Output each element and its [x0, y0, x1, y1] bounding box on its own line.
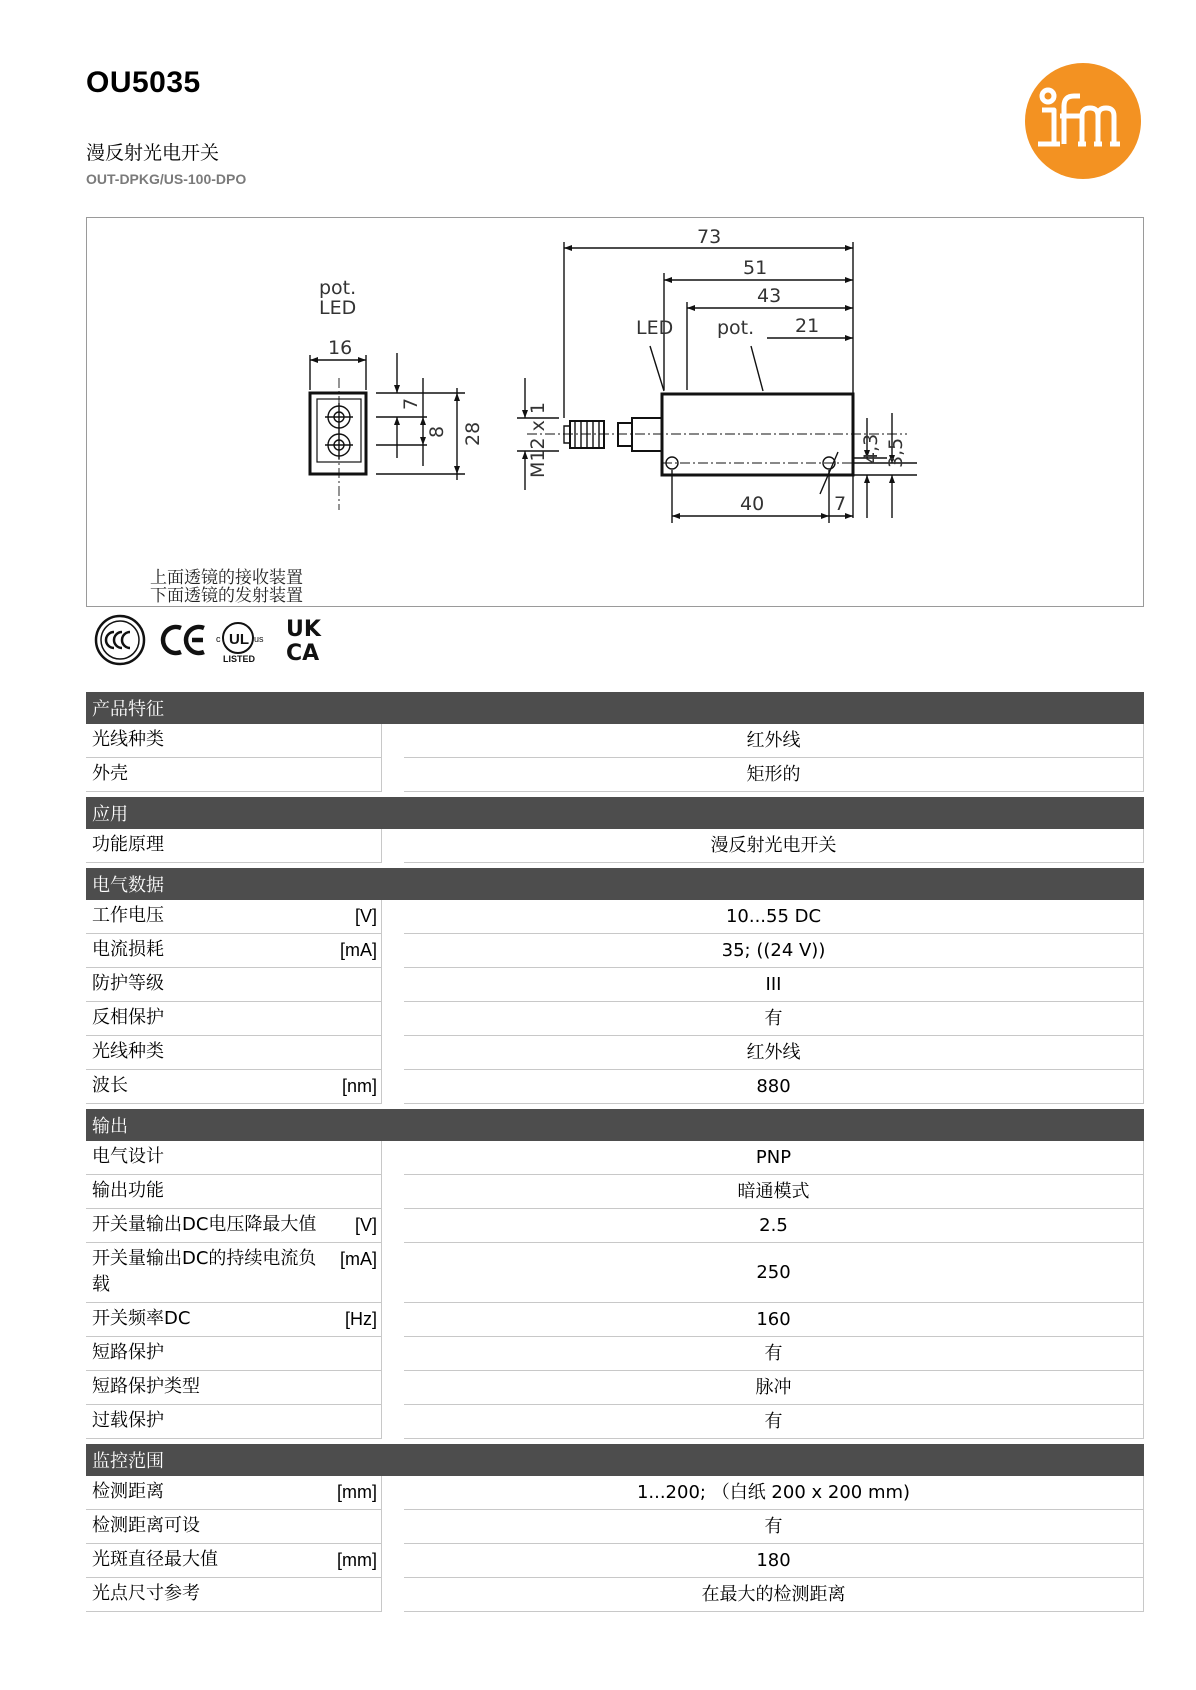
- product-title: OU5035: [86, 66, 201, 99]
- spec-label: 短路保护: [92, 1342, 164, 1363]
- spec-row: [86, 1002, 1144, 1036]
- spec-value: 有: [404, 1002, 1144, 1036]
- spec-label-cell: [86, 1070, 382, 1104]
- spec-label-cell: [86, 1405, 382, 1439]
- spec-label: 电气设计: [92, 1146, 164, 1167]
- dim-m12x1: M12 x 1: [527, 402, 549, 478]
- spec-value: 35; ((24 V)): [404, 934, 1144, 968]
- spec-row: [86, 829, 1144, 863]
- spec-label-cell: [86, 1175, 382, 1209]
- section-title: 应用: [86, 797, 1144, 829]
- spec-row: [86, 1036, 1144, 1070]
- spec-value: 2.5: [404, 1209, 1144, 1243]
- spec-row: [86, 1141, 1144, 1175]
- section-title: 输出: [86, 1109, 1144, 1141]
- spec-gap: [382, 934, 404, 968]
- spec-label: 开关量输出DC电压降最大值: [92, 1214, 317, 1235]
- spec-unit: [V]: [354, 1215, 377, 1235]
- spec-label-cell: [86, 758, 382, 792]
- dim-8: 8: [426, 425, 448, 438]
- spec-value: 暗通模式: [404, 1175, 1144, 1209]
- spec-row: [86, 1070, 1144, 1104]
- svg-text:us: us: [254, 634, 264, 644]
- product-code: OUT-DPKG/US-100-DPO: [86, 171, 247, 187]
- spec-gap: [382, 1303, 404, 1337]
- spec-value: 矩形的: [404, 758, 1144, 792]
- spec-value: 250: [404, 1243, 1144, 1303]
- spec-row: [86, 1371, 1144, 1405]
- dim-7-side: 7: [834, 493, 847, 515]
- spec-row: [86, 1510, 1144, 1544]
- spec-label: 反相保护: [92, 1007, 164, 1028]
- spec-label: 波长: [92, 1075, 128, 1096]
- front-pot-label: pot.: [319, 277, 357, 299]
- spec-label: 光斑直径最大值: [92, 1549, 218, 1570]
- svg-text:LISTED: LISTED: [223, 654, 256, 664]
- spec-row: [86, 1405, 1144, 1439]
- spec-value: 10...55 DC: [404, 900, 1144, 934]
- spec-row: [86, 1337, 1144, 1371]
- dim-7-front: 7: [400, 397, 422, 410]
- spec-label-cell: [86, 1476, 382, 1510]
- svg-text:UL: UL: [229, 631, 249, 648]
- dim-16: 16: [328, 337, 353, 359]
- dim-3-5: 3,5: [885, 437, 907, 468]
- spec-gap: [382, 1002, 404, 1036]
- spec-gap: [382, 758, 404, 792]
- spec-row: [86, 724, 1144, 758]
- spec-unit: [Hz]: [344, 1309, 377, 1329]
- section-title: 产品特征: [86, 692, 1144, 724]
- spec-label-cell: [86, 1303, 382, 1337]
- spec-value: 160: [404, 1303, 1144, 1337]
- spec-gap: [382, 1209, 404, 1243]
- side-led-label: LED: [636, 317, 674, 339]
- svg-text:CA: CA: [286, 641, 320, 666]
- spec-label: 电流损耗: [92, 939, 164, 960]
- spec-gap: [382, 1141, 404, 1175]
- spec-gap: [382, 1036, 404, 1070]
- product-subtitle: 漫反射光电开关: [86, 142, 220, 164]
- spec-gap: [382, 724, 404, 758]
- ifm-logo: [1024, 62, 1142, 180]
- spec-value: 180: [404, 1544, 1144, 1578]
- ukca-mark-icon: [286, 617, 322, 666]
- spec-label: 开关频率DC: [92, 1308, 191, 1329]
- spec-value: 在最大的检测距离: [404, 1578, 1144, 1612]
- spec-label-cell: [86, 1544, 382, 1578]
- spec-gap: [382, 1578, 404, 1612]
- spec-value: 有: [404, 1510, 1144, 1544]
- spec-label-cell: [86, 1036, 382, 1070]
- spec-gap: [382, 1337, 404, 1371]
- spec-row: [86, 1209, 1144, 1243]
- spec-label: 输出功能: [92, 1180, 164, 1201]
- spec-unit: [mm]: [337, 1482, 377, 1502]
- section-header: [86, 692, 1144, 724]
- spec-gap: [382, 1070, 404, 1104]
- spec-row: [86, 1476, 1144, 1510]
- spec-unit: [nm]: [341, 1076, 377, 1096]
- spec-row: [86, 1544, 1144, 1578]
- spec-gap: [382, 1371, 404, 1405]
- spec-unit: [mm]: [337, 1550, 377, 1570]
- spec-gap: [382, 1544, 404, 1578]
- ccc-mark-icon: [96, 616, 144, 664]
- spec-row: [86, 934, 1144, 968]
- spec-row: [86, 900, 1144, 934]
- spec-label: 开关量输出DC的持续电流负载: [92, 1248, 317, 1295]
- section-header: [86, 868, 1144, 900]
- spec-label-cell: [86, 1141, 382, 1175]
- spec-gap: [382, 829, 404, 863]
- spec-gap: [382, 1510, 404, 1544]
- dim-28: 28: [462, 421, 484, 446]
- spec-label: 检测距离可设: [92, 1515, 200, 1536]
- specification-table: [86, 692, 1144, 1612]
- dimension-drawing: [86, 217, 1144, 607]
- ce-mark-icon: [163, 627, 204, 653]
- spec-value: 有: [404, 1337, 1144, 1371]
- svg-text:UK: UK: [286, 617, 321, 642]
- dim-51: 51: [743, 257, 768, 279]
- certification-marks: [92, 612, 352, 668]
- dim-40: 40: [740, 493, 765, 515]
- spec-label: 光线种类: [92, 729, 164, 750]
- spec-value: III: [404, 968, 1144, 1002]
- spec-label-cell: [86, 968, 382, 1002]
- spec-label: 光线种类: [92, 1041, 164, 1062]
- section-title: 监控范围: [86, 1444, 1144, 1476]
- spec-label-cell: [86, 1337, 382, 1371]
- section-title: 电气数据: [86, 868, 1144, 900]
- spec-value: 漫反射光电开关: [404, 829, 1144, 863]
- spec-row: [86, 968, 1144, 1002]
- spec-label: 光点尺寸参考: [92, 1583, 200, 1604]
- spec-label: 工作电压: [92, 905, 164, 926]
- lens-note-lower: 下面透镜的发射装置: [150, 586, 303, 606]
- spec-label: 过载保护: [92, 1410, 164, 1431]
- spec-unit: [mA]: [339, 940, 377, 960]
- spec-label-cell: [86, 1002, 382, 1036]
- spec-gap: [382, 900, 404, 934]
- spec-value: 脉冲: [404, 1371, 1144, 1405]
- dim-43: 43: [757, 285, 782, 307]
- spec-value: 有: [404, 1405, 1144, 1439]
- spec-label-cell: [86, 1371, 382, 1405]
- dim-21: 21: [795, 315, 820, 337]
- side-pot-label: pot.: [717, 317, 755, 339]
- spec-unit: [mA]: [339, 1249, 377, 1269]
- spec-row: [86, 1578, 1144, 1612]
- front-led-label: LED: [319, 297, 357, 319]
- spec-label-cell: [86, 1243, 382, 1303]
- spec-label: 外壳: [92, 763, 128, 784]
- spec-unit: [V]: [354, 906, 377, 926]
- svg-text:c: c: [216, 634, 221, 644]
- spec-label: 防护等级: [92, 973, 164, 994]
- spec-label-cell: [86, 724, 382, 758]
- spec-row: [86, 758, 1144, 792]
- spec-gap: [382, 1476, 404, 1510]
- spec-value: 880: [404, 1070, 1144, 1104]
- spec-row: [86, 1175, 1144, 1209]
- spec-gap: [382, 1243, 404, 1303]
- spec-row: [86, 1303, 1144, 1337]
- spec-label-cell: [86, 900, 382, 934]
- section-header: [86, 797, 1144, 829]
- spec-label-cell: [86, 1510, 382, 1544]
- dim-4-3: 4,3: [860, 433, 882, 464]
- spec-value: PNP: [404, 1141, 1144, 1175]
- section-header: [86, 1109, 1144, 1141]
- spec-label-cell: [86, 829, 382, 863]
- spec-row: [86, 1243, 1144, 1303]
- spec-gap: [382, 1405, 404, 1439]
- spec-gap: [382, 968, 404, 1002]
- spec-label: 功能原理: [92, 834, 164, 855]
- spec-gap: [382, 1175, 404, 1209]
- spec-value: 红外线: [404, 724, 1144, 758]
- spec-label-cell: [86, 1209, 382, 1243]
- spec-value: 红外线: [404, 1036, 1144, 1070]
- spec-label-cell: [86, 1578, 382, 1612]
- ul-listed-icon: [216, 623, 264, 664]
- spec-label: 短路保护类型: [92, 1376, 200, 1397]
- section-header: [86, 1444, 1144, 1476]
- spec-label-cell: [86, 934, 382, 968]
- spec-value: 1...200; （白纸 200 x 200 mm): [404, 1476, 1144, 1510]
- spec-label: 检测距离: [92, 1481, 164, 1502]
- dim-73: 73: [697, 226, 722, 248]
- lens-note-upper: 上面透镜的接收装置: [150, 568, 303, 588]
